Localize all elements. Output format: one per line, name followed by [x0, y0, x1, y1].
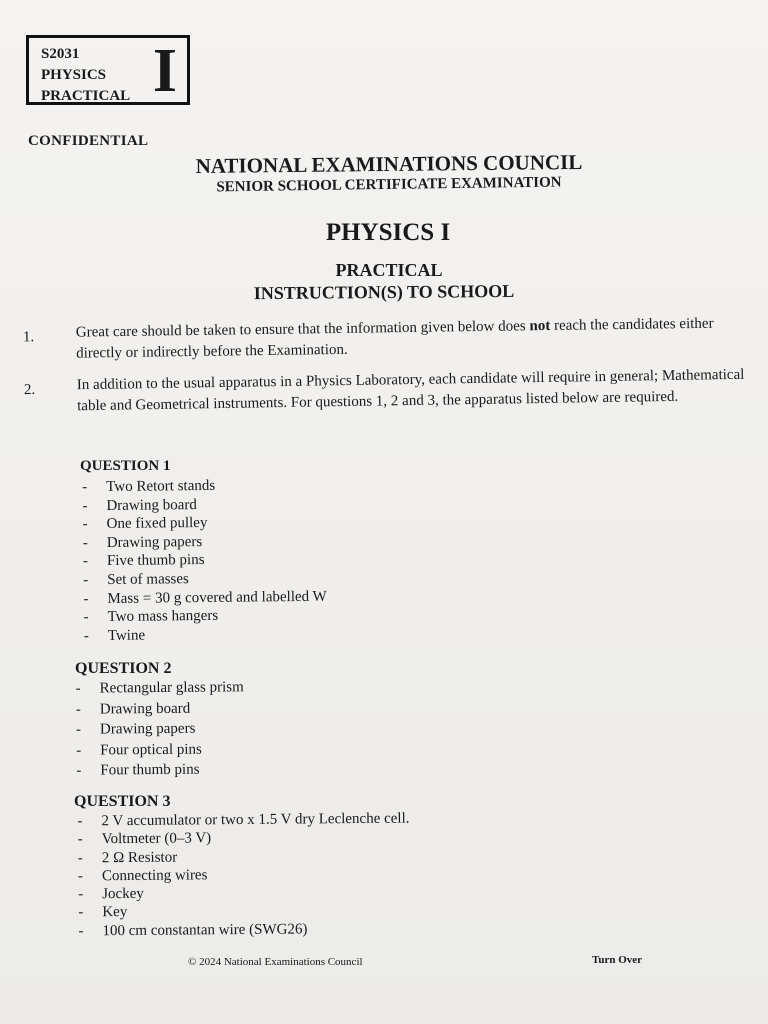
apparatus-item-text: Twine [107, 627, 146, 644]
paper-subject: PHYSICS [41, 67, 107, 83]
paragraph-1 [22, 313, 737, 364]
bullet-dash: - [83, 572, 89, 589]
apparatus-item-text: One fixed pulley [106, 515, 208, 533]
apparatus-item [81, 624, 328, 645]
apparatus-item-text: Four thumb pins [100, 762, 200, 779]
question-1-heading: QUESTION 1 [80, 458, 171, 474]
question-2-heading: QUESTION 2 [75, 660, 172, 677]
apparatus-item-text: Jockey [102, 886, 144, 903]
apparatus-item [73, 739, 244, 761]
apparatus-item-text: Two mass hangers [107, 608, 219, 626]
apparatus-item-text: Drawing papers [99, 720, 196, 738]
apparatus-item-text: Key [102, 904, 128, 921]
apparatus-item-text: Set of masses [107, 571, 189, 588]
paragraph-1-number: 1. [22, 329, 35, 346]
bullet-dash: - [82, 516, 88, 533]
apparatus-item [73, 698, 244, 720]
apparatus-item-text: Rectangular glass prism [99, 679, 244, 697]
bullet-dash: - [83, 627, 89, 645]
apparatus-item-text: Five thumb pins [106, 552, 205, 570]
bullet-dash: - [75, 701, 81, 718]
bullet-dash: - [82, 553, 89, 570]
confidential-label: CONFIDENTIAL [28, 133, 149, 149]
apparatus-item-text: Four optical pins [100, 741, 202, 759]
paper-code: S2031 [41, 46, 80, 62]
apparatus-item-text: 2 V accumulator or two x 1.5 V dry Leclenche cell. [101, 810, 410, 830]
bullet-dash: - [77, 849, 83, 867]
practical-heading: PRACTICAL [335, 260, 443, 280]
apparatus-item-text: 100 cm constantan wire (SWG26) [102, 921, 308, 940]
bullet-dash: - [78, 904, 84, 921]
apparatus-item [73, 760, 244, 782]
council-title: NATIONAL EXAMINATIONS COUNCIL [195, 149, 583, 178]
apparatus-item-text: Connecting wires [101, 867, 208, 885]
bullet-dash: - [82, 479, 88, 496]
bullet-dash: - [76, 742, 82, 759]
paragraph-1-text-before: Great care should be taken to ensure that the information given below does [75, 318, 530, 341]
apparatus-item [73, 718, 244, 740]
apparatus-item-text: Drawing board [99, 700, 191, 718]
bullet-dash: - [82, 497, 88, 514]
bullet-dash: - [76, 763, 82, 780]
bullet-dash: - [82, 534, 88, 552]
question-1-list [79, 476, 327, 646]
bullet-dash: - [83, 590, 89, 607]
paper-type: PRACTICAL [41, 88, 131, 104]
bullet-dash: - [78, 923, 84, 940]
paragraph-1-bold: not [529, 317, 551, 335]
apparatus-item [73, 677, 244, 699]
apparatus-item-text: Voltmeter (0–3 V) [101, 830, 212, 848]
exam-title: SENIOR SCHOOL CERTIFICATE EXAMINATION [216, 174, 562, 196]
copyright-footer: © 2024 National Examinations Council [188, 956, 363, 968]
apparatus-item-text: Drawing board [106, 496, 197, 514]
paragraph-1-text-after: reach the candidates either directly or indirectly before the Examination. [76, 315, 714, 362]
paper-code-box [26, 35, 190, 105]
bullet-dash: - [75, 721, 82, 738]
apparatus-item [75, 919, 410, 940]
paragraph-2-number: 2. [23, 381, 36, 399]
apparatus-item-text: Mass = 30 g covered and labelled W [107, 588, 327, 607]
turn-over-label: Turn Over [592, 954, 643, 966]
subject-title: PHYSICS I [325, 219, 451, 246]
instructions-heading: INSTRUCTION(S) TO SCHOOL [253, 280, 515, 304]
bullet-dash: - [83, 609, 89, 626]
paragraph-2-text: In addition to the usual apparatus in a Physics Laboratory, each candidate will require in general; Mathematical table and Geometrical instruments. For questions 1, 2 and 3, the apparatus listed below are required. [76, 366, 745, 415]
paper-numeral: I [152, 37, 177, 105]
bullet-dash: - [77, 831, 83, 848]
apparatus-item-text: 2 Ω Resistor [101, 849, 178, 866]
bullet-dash: - [75, 680, 81, 697]
question-3-list [74, 810, 410, 941]
apparatus-item-text: Drawing papers [106, 533, 203, 551]
bullet-dash: - [77, 868, 84, 885]
question-2-list [73, 677, 245, 781]
bullet-dash: - [77, 813, 83, 830]
question-3-heading: QUESTION 3 [74, 793, 171, 810]
apparatus-item-text: Two Retort stands [106, 477, 216, 496]
bullet-dash: - [78, 886, 84, 903]
paragraph-2 [23, 365, 748, 418]
